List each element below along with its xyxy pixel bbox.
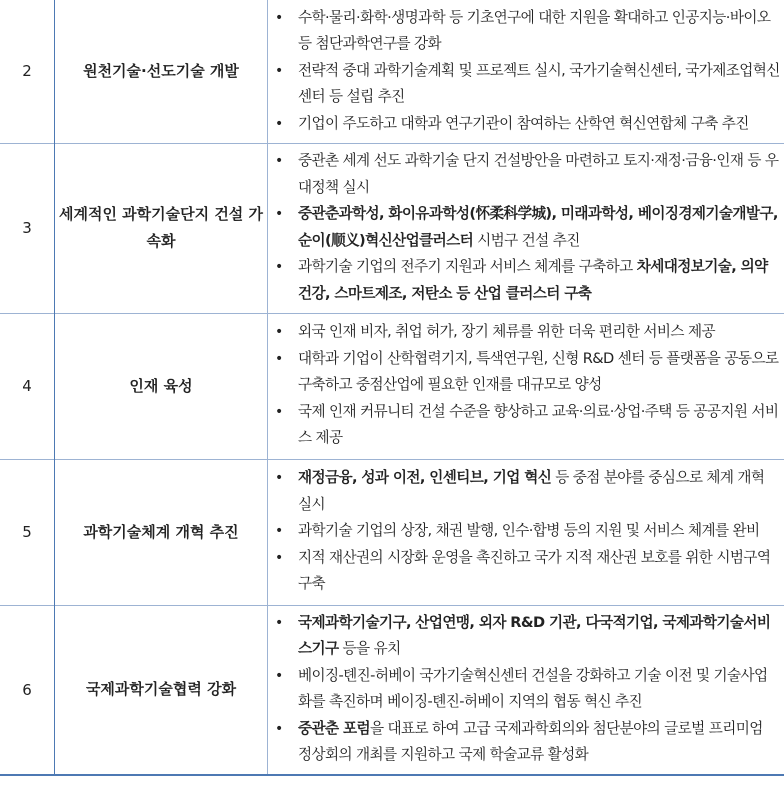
- bullet-icon: •: [275, 9, 283, 26]
- item-text: 기업이 주도하고 대학과 연구기관이 참여하는 산학연 혁신연합체 구축 추진: [298, 114, 749, 132]
- list-item: [268, 465, 780, 518]
- bold-text: 차세대정보기술, 의약 건강, 스마트제조, 저탄소 등 산업 클러스터 구축: [298, 258, 768, 302]
- item-text: 지적 재산권의 시장화 운영을 촉진하고 국가 지적 재산권 보호를 위한 시범구역 구축: [298, 548, 771, 593]
- row-items: [268, 143, 784, 313]
- list-item: [268, 346, 780, 399]
- list-item: [268, 58, 780, 111]
- item-text: 과학기술 기업의 상장, 채권 발행, 인수·합병 등의 지원 및 서비스 체계를 완비: [298, 522, 760, 540]
- bullet-icon: •: [275, 614, 283, 631]
- item-text: 국제 인재 커뮤니티 건설 수준을 향상하고 교육·의료·상업·주택 등 공공지원 서비스 제공: [298, 402, 779, 447]
- table-row: [0, 0, 784, 143]
- list-item: [268, 545, 780, 598]
- bold-text: 중관춘과학성, 화이유과학성(怀柔科学城), 미래과학성, 베이징경제기술개발구, 순이(顺义)혁신산업클러스터: [298, 205, 778, 249]
- list-item: [268, 518, 780, 545]
- bullet-icon: •: [275, 324, 283, 341]
- item-text: 베이징-톈진-허베이 국가기술혁신센터 건설을 강화하고 기술 이전 및 기술사업화를 촉진하며 베이징-톈진-허베이 지역의 협동 혁신 추진: [298, 666, 768, 710]
- item-text: 등 중점 분야를 중심으로 체계 개혁 실시: [298, 469, 765, 513]
- table-row: [0, 313, 784, 459]
- row-items: [268, 459, 784, 605]
- row-title: 세계적인 과학기술단지 건설 가속화: [55, 143, 268, 313]
- bullet-icon: •: [275, 206, 283, 222]
- bullet-list: [268, 606, 784, 774]
- row-title: 원천기술·선도기술 개발: [55, 0, 268, 143]
- table-row: [0, 459, 784, 605]
- list-item: [268, 254, 780, 307]
- bullet-icon: •: [275, 470, 283, 487]
- item-text: 수학·물리·화학·생명과학 등 기초연구에 대한 지원을 확대하고 인공지능·바이오 등 첨단과학연구를 강화: [298, 8, 771, 52]
- list-item: [268, 610, 780, 663]
- bold-text: 국제과학기술기구, 산업연맹, 외자 R&D 기관, 다국적기업, 국제과학기술서비스기구: [298, 613, 771, 657]
- list-item: [268, 319, 780, 346]
- list-item: [268, 5, 780, 58]
- bullet-icon: •: [275, 549, 283, 566]
- row-number: 3: [0, 143, 55, 313]
- row-number: 2: [0, 0, 55, 143]
- row-number: 6: [0, 605, 55, 775]
- row-title: 인재 육성: [55, 313, 268, 459]
- row-title: 국제과학기술협력 강화: [55, 605, 268, 775]
- bullet-list: [268, 1, 784, 143]
- list-item: [268, 148, 780, 201]
- item-text: 외국 인재 비자, 취업 허가, 장기 체류를 위한 더욱 편리한 서비스 제공: [298, 323, 715, 341]
- table-row: [0, 605, 784, 775]
- row-items: [268, 605, 784, 775]
- bullet-icon: •: [275, 115, 283, 132]
- row-number: 5: [0, 459, 55, 605]
- bullet-icon: •: [275, 523, 283, 540]
- bullet-icon: •: [275, 350, 283, 367]
- item-text: 대학과 기업이 산학협력기지, 특색연구원, 신형 R&D 센터 등 플랫폼을 공동으로 구축하고 중점산업에 필요한 인재를 대규모로 양성: [298, 349, 779, 394]
- list-item: [268, 399, 780, 452]
- row-title: 과학기술체계 개혁 추진: [55, 459, 268, 605]
- bullet-list: [268, 144, 784, 312]
- bold-text: 중관춘 포럼: [298, 719, 370, 737]
- item-text: 을 대표로 하여 고급 국제과학회의와 첨단분야의 글로벌 프리미엄 정상회의 개최를 지원하고 국제 학술교류 활성화: [298, 719, 763, 763]
- list-item: [268, 111, 780, 138]
- item-text: 과학기술 기업의 전주기 지원과 서비스 체계를 구축하고: [298, 258, 637, 275]
- bullet-icon: •: [275, 153, 283, 169]
- table-row: [0, 143, 784, 313]
- bullet-icon: •: [275, 720, 283, 737]
- bullet-icon: •: [275, 259, 283, 275]
- row-number: 4: [0, 313, 55, 459]
- item-text: 전략적 중대 과학기술계획 및 프로젝트 실시, 국가기술혁신센터, 국가제조업혁신센터 등 설립 추진: [298, 61, 780, 105]
- item-text: 중관촌 세계 선도 과학기술 단지 건설방안을 마련하고 토지·재정·금융·인재 등 우대정책 실시: [298, 152, 779, 196]
- bold-text: 재정금융, 성과 이전, 인센티브, 기업 혁신: [298, 469, 552, 487]
- bullet-icon: •: [275, 403, 283, 420]
- bullet-icon: •: [275, 667, 283, 684]
- list-item: [268, 663, 780, 716]
- item-text: 시범구 건설 추진: [473, 231, 580, 249]
- list-item: [268, 201, 780, 254]
- bullet-list: [268, 315, 784, 457]
- list-item: [268, 716, 780, 769]
- item-text: 등을 유치: [338, 640, 401, 657]
- bullet-list: [268, 461, 784, 603]
- bullet-icon: •: [275, 62, 283, 79]
- row-items: [268, 313, 784, 459]
- row-items: [268, 0, 784, 143]
